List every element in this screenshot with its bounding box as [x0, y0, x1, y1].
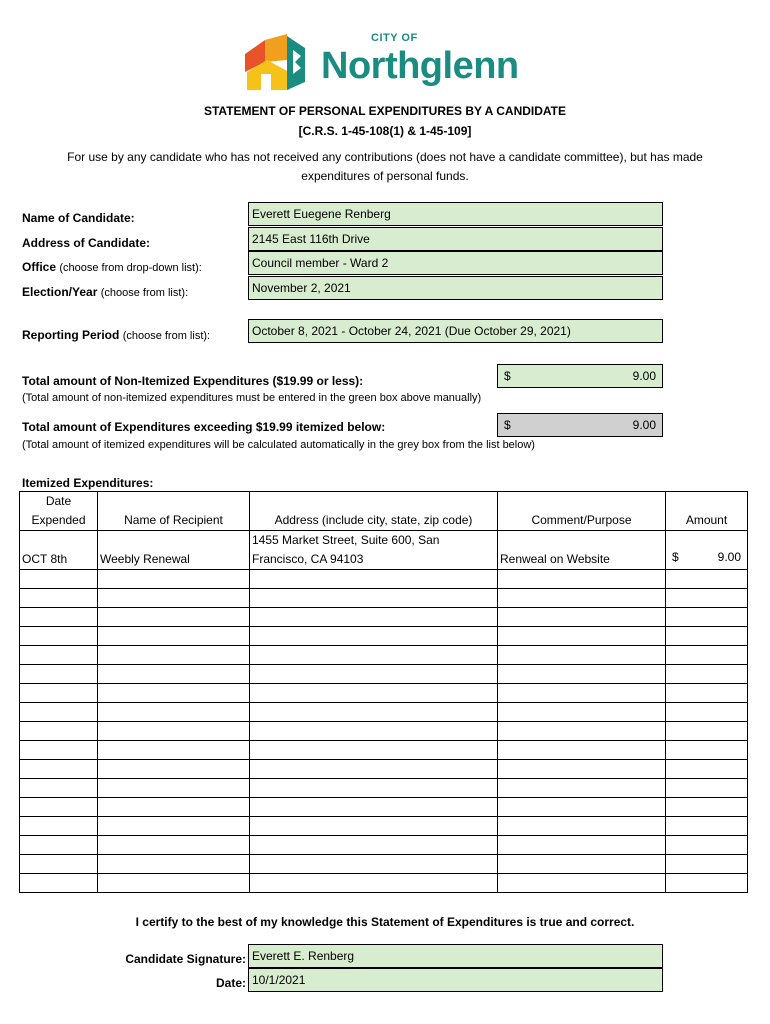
- cell-date[interactable]: [20, 798, 98, 817]
- cell-address[interactable]: [250, 798, 498, 817]
- non-itemized-label: Total amount of Non-Itemized Expenditures ($19.99 or less):: [22, 374, 364, 388]
- table-row-empty: [20, 684, 748, 703]
- logo-city-of: CITY OF: [371, 32, 418, 44]
- cell-date[interactable]: [20, 646, 98, 665]
- cell-amount[interactable]: [666, 779, 748, 798]
- cell-comment[interactable]: [498, 817, 666, 836]
- table-row-empty: [20, 798, 748, 817]
- itemized-heading: Itemized Expenditures:: [22, 476, 154, 490]
- cell-address[interactable]: [250, 665, 498, 684]
- cell-date[interactable]: [20, 779, 98, 798]
- signature-label: Candidate Signature:: [125, 952, 246, 966]
- election-label: Election/Year (choose from list):: [22, 285, 189, 299]
- cell-comment[interactable]: [498, 779, 666, 798]
- cell-comment[interactable]: [498, 722, 666, 741]
- date-label: Date:: [215, 976, 246, 990]
- cell-recipient[interactable]: [98, 741, 250, 760]
- certification-statement: I certify to the best of my knowledge this Statement of Expenditures is true and correct.: [135, 915, 635, 929]
- cell-comment[interactable]: [498, 741, 666, 760]
- cell-comment[interactable]: [498, 874, 666, 893]
- cell-comment[interactable]: [498, 627, 666, 646]
- cell-date[interactable]: [20, 817, 98, 836]
- cell-address[interactable]: [250, 570, 498, 589]
- row-amount-value: 9.00: [717, 550, 741, 564]
- cell-date[interactable]: [20, 608, 98, 627]
- cell-recipient[interactable]: [98, 684, 250, 703]
- table-row-empty: [20, 722, 748, 741]
- cell-address[interactable]: [250, 608, 498, 627]
- cell-amount[interactable]: [666, 589, 748, 608]
- table-row-empty: [20, 627, 748, 646]
- table-row-empty: [20, 760, 748, 779]
- cell-amount[interactable]: [666, 627, 748, 646]
- period-select[interactable]: October 8, 2021 - October 24, 2021 (Due October 29, 2021): [248, 319, 663, 343]
- non-itemized-note: (Total amount of non-itemized expenditures must be entered in the green box above manually): [22, 392, 482, 404]
- cell-address[interactable]: [250, 817, 498, 836]
- cell-recipient[interactable]: [98, 608, 250, 627]
- cell-recipient[interactable]: [98, 627, 250, 646]
- col-recipient-header: Name of Recipient: [98, 492, 250, 531]
- table-row-empty: [20, 741, 748, 760]
- cell-comment[interactable]: [498, 589, 666, 608]
- cell-date[interactable]: [20, 684, 98, 703]
- table-row-empty: [20, 646, 748, 665]
- cell-recipient[interactable]: [98, 722, 250, 741]
- cell-date[interactable]: [20, 570, 98, 589]
- cell-date[interactable]: [20, 703, 98, 722]
- cell-recipient[interactable]: [98, 589, 250, 608]
- cell-recipient[interactable]: [98, 817, 250, 836]
- cell-recipient[interactable]: [98, 646, 250, 665]
- cell-date[interactable]: [20, 627, 98, 646]
- table-row-empty: [20, 589, 748, 608]
- office-select[interactable]: Council member - Ward 2: [248, 251, 663, 275]
- col-comment-header: Comment/Purpose: [498, 492, 666, 531]
- cell-address[interactable]: [250, 741, 498, 760]
- cell-comment[interactable]: [498, 646, 666, 665]
- northglenn-emblem-icon: [243, 32, 313, 92]
- table-row-empty: [20, 836, 748, 855]
- cell-amount[interactable]: [666, 646, 748, 665]
- table-header-row: [20, 492, 748, 531]
- row-recipient[interactable]: Weebly Renewal: [98, 531, 250, 570]
- cell-date[interactable]: [20, 836, 98, 855]
- cell-amount[interactable]: [666, 665, 748, 684]
- cell-address[interactable]: [250, 589, 498, 608]
- table-row-empty: [20, 817, 748, 836]
- city-logo: [243, 32, 548, 92]
- cell-recipient[interactable]: [98, 570, 250, 589]
- cell-recipient[interactable]: [98, 836, 250, 855]
- cell-comment[interactable]: [498, 665, 666, 684]
- cell-date[interactable]: [20, 665, 98, 684]
- cell-amount[interactable]: [666, 722, 748, 741]
- form-intro: For use by any candidate who has not received any contributions (does not have a candidate committee), but has made expenditures of personal funds.: [67, 150, 703, 183]
- cell-recipient[interactable]: [98, 665, 250, 684]
- currency-symbol: $: [504, 369, 511, 383]
- cell-recipient[interactable]: [98, 874, 250, 893]
- cell-date[interactable]: [20, 589, 98, 608]
- election-select[interactable]: November 2, 2021: [248, 276, 663, 300]
- cell-recipient[interactable]: [98, 760, 250, 779]
- cell-date[interactable]: [20, 741, 98, 760]
- cell-comment[interactable]: [498, 703, 666, 722]
- table-row-empty: [20, 779, 748, 798]
- cell-amount[interactable]: [666, 608, 748, 627]
- cell-address[interactable]: [250, 722, 498, 741]
- row-amount[interactable]: [666, 531, 748, 570]
- cell-address[interactable]: [250, 684, 498, 703]
- cell-amount[interactable]: [666, 817, 748, 836]
- cell-amount[interactable]: [666, 703, 748, 722]
- cell-address[interactable]: [250, 855, 498, 874]
- candidate-name-field[interactable]: Everett Euegene Renberg: [248, 202, 663, 226]
- cell-address[interactable]: [250, 646, 498, 665]
- cell-recipient[interactable]: [98, 703, 250, 722]
- candidate-name-label: Name of Candidate:: [22, 211, 135, 225]
- signature-field[interactable]: Everett E. Renberg: [248, 944, 663, 968]
- itemized-note: (Total amount of itemized expenditures will be calculated automatically in the grey box from the list below): [22, 439, 535, 451]
- form-title: STATEMENT OF PERSONAL EXPENDITURES BY A CANDIDATE: [203, 104, 567, 118]
- cell-address[interactable]: [250, 703, 498, 722]
- cell-comment[interactable]: [498, 798, 666, 817]
- cell-comment[interactable]: [498, 855, 666, 874]
- cell-amount[interactable]: [666, 570, 748, 589]
- cell-address[interactable]: [250, 627, 498, 646]
- cell-address[interactable]: [250, 760, 498, 779]
- row-comment[interactable]: Renweal on Website: [498, 531, 666, 570]
- non-itemized-amount-field[interactable]: [497, 364, 663, 388]
- date-field[interactable]: 10/1/2021: [248, 968, 663, 992]
- col-date-header: Date Expended: [20, 492, 98, 531]
- cell-amount[interactable]: [666, 684, 748, 703]
- logo-brand: Northglenn: [321, 45, 519, 87]
- cell-amount[interactable]: [666, 760, 748, 779]
- table-row: [20, 531, 748, 570]
- cell-recipient[interactable]: [98, 798, 250, 817]
- currency-symbol: $: [504, 418, 511, 432]
- row-address[interactable]: 1455 Market Street, Suite 600, San Francisco, CA 94103: [250, 531, 498, 570]
- cell-amount[interactable]: [666, 836, 748, 855]
- table-row-empty: [20, 703, 748, 722]
- candidate-address-label: Address of Candidate:: [22, 236, 151, 250]
- cell-comment[interactable]: [498, 836, 666, 855]
- cell-recipient[interactable]: [98, 855, 250, 874]
- cell-date[interactable]: [20, 760, 98, 779]
- table-row-empty: [20, 665, 748, 684]
- row-date[interactable]: OCT 8th: [20, 531, 98, 570]
- col-amount-header: Amount: [666, 492, 748, 531]
- cell-amount[interactable]: [666, 798, 748, 817]
- itemized-total-value: 9.00: [632, 418, 656, 432]
- table-row-empty: [20, 874, 748, 893]
- cell-amount[interactable]: [666, 741, 748, 760]
- cell-amount[interactable]: [666, 855, 748, 874]
- cell-comment[interactable]: [498, 608, 666, 627]
- cell-address[interactable]: [250, 779, 498, 798]
- cell-comment[interactable]: [498, 570, 666, 589]
- office-label: Office (choose from drop-down list):: [22, 260, 202, 274]
- cell-address[interactable]: [250, 836, 498, 855]
- cell-date[interactable]: [20, 874, 98, 893]
- table-row-empty: [20, 608, 748, 627]
- cell-comment[interactable]: [498, 684, 666, 703]
- cell-amount[interactable]: [666, 874, 748, 893]
- form-statute: [C.R.S. 1-45-108(1) & 1-45-109]: [298, 124, 472, 138]
- itemized-total-label: Total amount of Expenditures exceeding $19.99 itemized below:: [22, 420, 386, 434]
- period-label: Reporting Period (choose from list):: [22, 328, 211, 342]
- cell-address[interactable]: [250, 874, 498, 893]
- cell-comment[interactable]: [498, 760, 666, 779]
- non-itemized-amount-value: 9.00: [632, 369, 656, 383]
- cell-date[interactable]: [20, 855, 98, 874]
- cell-recipient[interactable]: [98, 779, 250, 798]
- table-row-empty: [20, 570, 748, 589]
- candidate-address-field[interactable]: 2145 East 116th Drive: [248, 227, 663, 251]
- cell-date[interactable]: [20, 722, 98, 741]
- currency-symbol: $: [672, 550, 679, 564]
- col-address-header: Address (include city, state, zip code): [250, 492, 498, 531]
- itemized-table: [19, 491, 748, 893]
- table-row-empty: [20, 855, 748, 874]
- itemized-total-amount: [497, 413, 663, 437]
